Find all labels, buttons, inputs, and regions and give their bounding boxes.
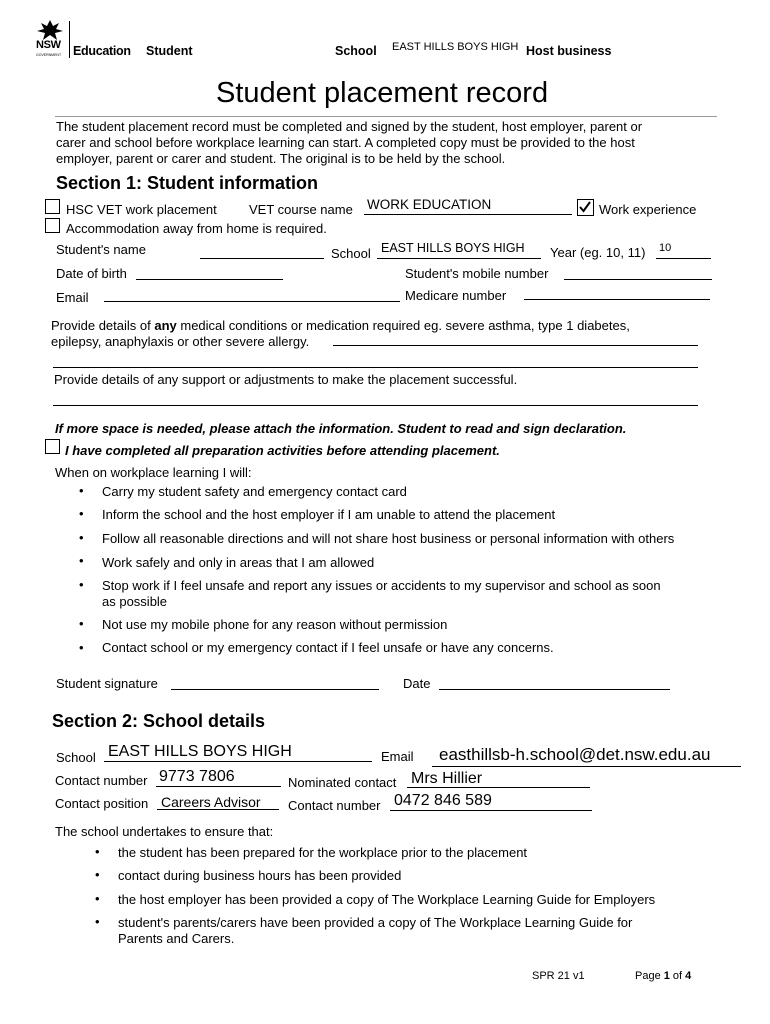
list-item: Work safely and only in areas that I am allowed xyxy=(102,555,375,570)
bullet: • xyxy=(79,483,84,498)
header-school-value[interactable]: EAST HILLS BOYS HIGH xyxy=(392,41,519,53)
mobile-label: Student's mobile number xyxy=(405,266,549,281)
nsw-logo xyxy=(36,20,136,60)
vet-course-label: VET course name xyxy=(249,202,353,217)
nominated-contact-value[interactable]: Mrs Hillier xyxy=(411,770,483,787)
medical-line-2[interactable] xyxy=(53,367,698,368)
contact-position-value[interactable]: Careers Advisor xyxy=(161,794,261,810)
page-title: Student placement record xyxy=(216,77,549,109)
medical-line-1[interactable] xyxy=(333,345,698,346)
mobile-line[interactable] xyxy=(564,279,712,280)
bullet: • xyxy=(95,914,100,929)
student-signature-label: Student signature xyxy=(56,676,158,691)
support-line[interactable] xyxy=(53,405,698,406)
header-student-label: Student xyxy=(146,44,193,58)
list-item-continuation: Parents and Carers. xyxy=(118,931,235,946)
bullet: • xyxy=(79,553,84,568)
list-item: the student has been prepared for the workplace prior to the placement xyxy=(118,845,528,860)
school-line xyxy=(377,258,541,259)
s2-school-label: School xyxy=(56,750,96,765)
list-item: student's parents/carers have been provided a copy of The Workplace Learning Guide for xyxy=(118,915,633,930)
year-label: Year (eg. 10, 11) xyxy=(550,245,646,260)
s2-school-value[interactable]: EAST HILLS BOYS HIGH xyxy=(108,743,292,760)
contact-number-label: Contact number xyxy=(55,773,148,788)
dob-label: Date of birth xyxy=(56,266,127,281)
contact-number-value[interactable]: 9773 7806 xyxy=(159,768,235,785)
student-name-line[interactable] xyxy=(200,258,324,259)
school-label: School xyxy=(331,246,371,261)
s2-email-value[interactable]: easthillsb-h.school@det.nsw.edu.au xyxy=(439,745,711,764)
form-code: SPR 21 v1 xyxy=(532,970,585,982)
nominated-contact-line xyxy=(407,787,590,788)
list-item: Not use my mobile phone for any reason without permission xyxy=(102,617,448,632)
contact-position-label: Contact position xyxy=(55,796,149,811)
preparation-label: I have completed all preparation activities before attending placement. xyxy=(65,443,500,458)
year-line xyxy=(656,258,711,259)
email-line[interactable] xyxy=(104,301,400,302)
contact-position-line xyxy=(157,809,279,810)
year-value[interactable]: 10 xyxy=(659,242,672,254)
bullet: • xyxy=(79,640,84,655)
checkmark-icon xyxy=(578,200,592,214)
student-signature-line[interactable] xyxy=(171,689,379,690)
waratah-icon xyxy=(37,20,63,40)
medical-conditions-line2: epilepsy, anaphylaxis or other severe allergy. xyxy=(51,334,310,349)
intro-line: The student placement record must be completed and signed by the student, host employer, parent or xyxy=(56,119,643,134)
page-number: Page 1 of 4 xyxy=(635,970,692,982)
bullet: • xyxy=(79,506,84,521)
intro-line: carer and school before workplace learning can start. A completed copy must be provided to the host xyxy=(56,135,635,150)
contact-number2-label: Contact number xyxy=(288,798,381,813)
support-label: Provide details of any support or adjustments to make the placement successful. xyxy=(54,372,518,387)
intro-text xyxy=(56,119,642,167)
list-item: the host employer has been provided a copy of The Workplace Learning Guide for Employers xyxy=(118,892,656,907)
list-item: contact during business hours has been provided xyxy=(118,868,402,883)
section1-heading: Section 1: Student information xyxy=(56,173,319,193)
list-item-continuation: as possible xyxy=(102,594,168,609)
more-space-note: If more space is needed, please attach the information. Student to read and sign declaration. xyxy=(55,421,627,436)
preparation-checkbox[interactable] xyxy=(45,439,60,454)
bullet: • xyxy=(95,844,100,859)
dob-line[interactable] xyxy=(136,279,283,280)
contact-number2-line xyxy=(390,810,592,811)
vet-course-value[interactable]: WORK EDUCATION xyxy=(367,197,492,212)
medicare-line[interactable] xyxy=(524,299,710,300)
list-item: Stop work if I feel unsafe and report any issues or accidents to my supervisor and school as soon xyxy=(102,578,661,593)
when-on-placement-label: When on workplace learning I will: xyxy=(55,465,252,480)
undertakes-label: The school undertakes to ensure that: xyxy=(55,824,274,839)
s2-email-label: Email xyxy=(381,749,414,764)
nominated-contact-label: Nominated contact xyxy=(288,775,397,790)
logo-government-text: GOVERNMENT xyxy=(36,53,62,57)
logo-education-text: Education xyxy=(73,44,131,58)
list-item: Inform the school and the host employer if I am unable to attend the placement xyxy=(102,507,556,522)
date-label: Date xyxy=(403,676,431,691)
hsc-vet-checkbox[interactable] xyxy=(45,199,60,214)
work-experience-checkbox[interactable] xyxy=(577,199,594,216)
title-rule xyxy=(55,116,717,117)
list-item: Carry my student safety and emergency contact card xyxy=(102,484,407,499)
s2-email-line xyxy=(432,766,741,767)
list-item: Follow all reasonable directions and will not share host business or personal information with others xyxy=(102,531,675,546)
bullet: • xyxy=(95,867,100,882)
medicare-label: Medicare number xyxy=(405,288,507,303)
header-host-business-label: Host business xyxy=(526,44,612,58)
intro-line: employer, parent or carer and student. The original is to be held by the school. xyxy=(56,151,506,166)
logo-nsw-text: NSW xyxy=(36,39,61,51)
accommodation-label: Accommodation away from home is required. xyxy=(66,221,327,236)
header-school-label: School xyxy=(335,44,377,58)
date-line[interactable] xyxy=(439,689,670,690)
contact-number2-value[interactable]: 0472 846 589 xyxy=(394,792,492,809)
accommodation-checkbox[interactable] xyxy=(45,218,60,233)
bullet: • xyxy=(79,530,84,545)
list-item: Contact school or my emergency contact if I feel unsafe or have any concerns. xyxy=(102,640,554,655)
logo-divider xyxy=(69,21,70,58)
s2-school-line xyxy=(104,761,372,762)
work-experience-label: Work experience xyxy=(599,202,697,217)
email-label: Email xyxy=(56,290,89,305)
bullet: • xyxy=(79,616,84,631)
student-name-label: Student's name xyxy=(56,242,146,257)
medical-conditions-label: Provide details of any medical conditions or medication required eg. severe asthma, type 1 diabetes, xyxy=(51,318,630,333)
section2-heading: Section 2: School details xyxy=(52,711,266,731)
school-value[interactable]: EAST HILLS BOYS HIGH xyxy=(381,241,525,255)
bullet: • xyxy=(79,577,84,592)
vet-course-line xyxy=(364,214,572,215)
hsc-vet-label: HSC VET work placement xyxy=(66,202,217,217)
contact-number-line xyxy=(156,786,281,787)
bullet: • xyxy=(95,891,100,906)
